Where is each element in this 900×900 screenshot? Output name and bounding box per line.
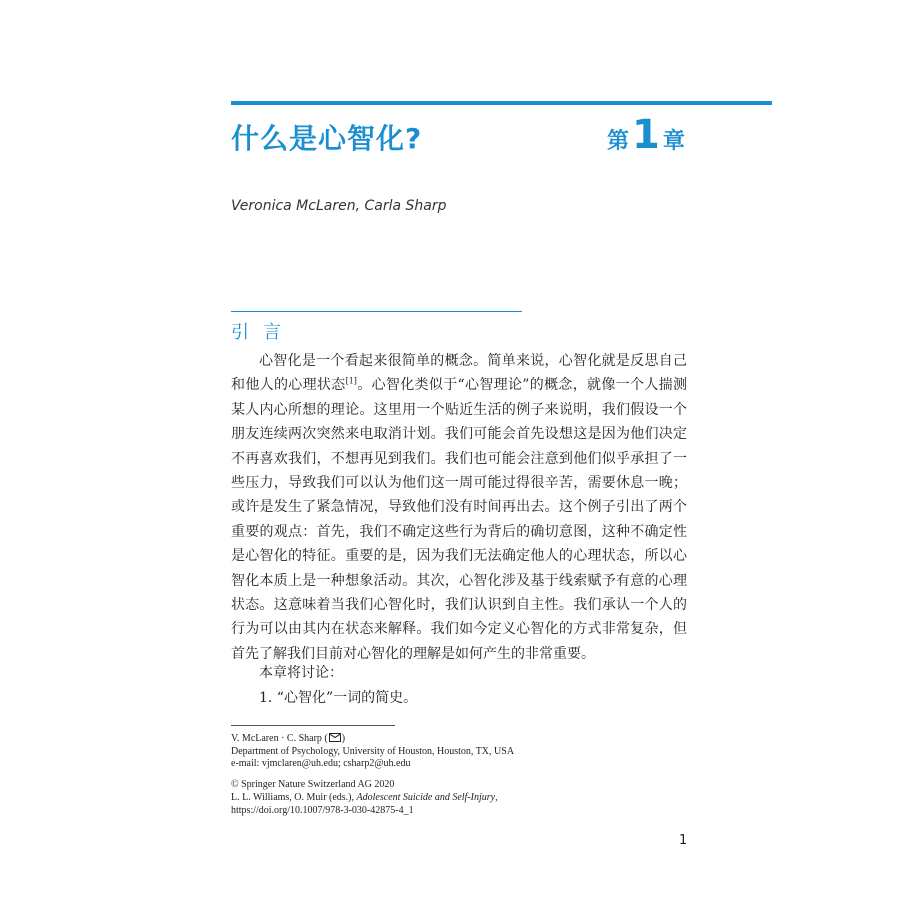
footnote-copyright: © Springer Nature Switzerland AG 2020 [231,779,395,790]
section-heading: 引言 [231,322,295,343]
footnote-authors [231,733,345,744]
footnote-editors: L. L. Williams, O. Muir (eds.), [231,792,357,803]
footnote-doi[interactable]: https://doi.org/10.1007/978-3-030-42875-4_1 [231,805,414,816]
envelope-icon[interactable] [329,733,341,742]
footnote-comma: , [495,792,498,803]
footnote-rule [231,725,395,726]
chapter-suffix: 章 [662,129,685,154]
citation-ref[interactable]: [1] [345,376,357,386]
chapter-number: 1 [632,112,660,158]
section-rule [231,311,522,312]
chapter-discussion-intro: 本章将讨论： [259,665,343,681]
list-item: 1. “心智化”一词的简史。 [259,690,418,706]
chapter-label [607,112,685,158]
footnote-names: V. McLaren · C. Sharp ( [231,733,328,744]
footnote-affiliation: Department of Psychology, University of Houston, Houston, TX, USA [231,746,515,757]
page-number: 1 [679,833,688,848]
chapter-title: 什么是心智化? [231,122,423,155]
footnote-email[interactable]: e-mail: vjmclaren@uh.edu; csharp2@uh.edu [231,758,411,769]
para1-text-a: 心智化是一个看起来很简单的概念。简单来说，心智化就是反思自己和他人的心理状态 [231,353,687,394]
footnote-book-title: Adolescent Suicide and Self-Injury [356,792,496,803]
chapter-prefix: 第 [607,129,630,154]
footnote-citation [231,792,498,803]
authors: Veronica McLaren, Carla Sharp [231,198,447,214]
top-rule [231,101,772,105]
footnote-names-end: ) [341,733,346,744]
body-paragraph [231,349,687,666]
para1-text-b: 。心智化类似于“心智理论”的概念，就像一个人揣测某人内心所想的理论。这里用一个贴近生活的例子来说明，我们假设一个朋友连续两次突然来电取消计划。我们可能会首先设想这是因为他们决定不再喜欢我们，不想再见到我们。我们也可能会注意到他们似乎承担了一些压力，导致我们可以认为他们这一周可能过得很辛苦，需要休息一晚；或许是发生了紧急情况，导致他们没有时间再出去。这个例子引出了两个重要的观点：首先，我们不确定这些行为背后的确切意图，这种不确定性是心智化的特征。重要的是，因为我们无法确定他人的心理状态，所以心智化本质上是一种想象活动。其次，心智化涉及基于线索赋予有意的心理状态。这意味着当我们心智化时，我们认识到自主性。我们承认一个人的行为可以由其内在状态来解释。我们如今定义心智化的方式非常复杂，但首先了解我们目前对心智化的理解是如何产生的非常重要。 [231,377,687,662]
